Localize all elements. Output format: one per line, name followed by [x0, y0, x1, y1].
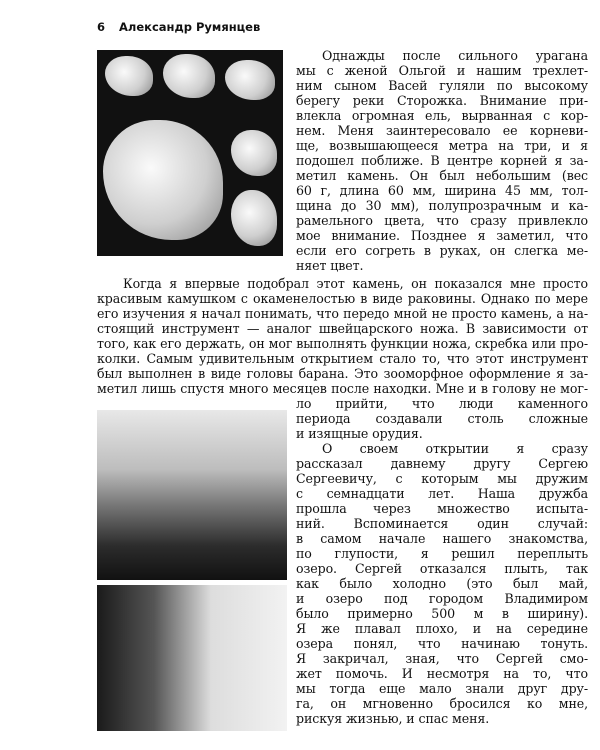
text-line: О своем открытии я сразу — [322, 441, 588, 456]
text-line: щина до 30 мм), полупрозрачным и ка- — [296, 198, 588, 213]
text-line: стоящий инструмент — аналог швейцарского ножа. В зависимости от — [97, 321, 588, 336]
text-line: как было холодно (это был май, — [296, 576, 588, 591]
text-line: берегу реки Сторожка. Внимание при- — [296, 93, 588, 108]
running-header — [97, 20, 260, 34]
text-line: ним сыном Васей гуляли по высокому — [296, 78, 588, 93]
text-line: ще, возвышающееся метра на три, и я — [296, 138, 588, 153]
text-line: периода создавали столь сложные — [296, 411, 588, 426]
boat-people-photo — [97, 410, 287, 580]
text-line: 60 г, длина 60 мм, ширина 45 мм, тол- — [296, 183, 588, 198]
text-line: рискуя жизнью, и спас меня. — [296, 711, 490, 726]
stone-photo-collage — [97, 50, 283, 256]
man-with-cap-photo — [97, 585, 287, 731]
text-line: ний. Вспоминается один случай: — [296, 516, 588, 531]
text-line: метил лишь спустя много месяцев после находки. Мне и в голову не мог- — [97, 381, 588, 396]
text-line: мы тогда еще мало знали друг дру- — [296, 681, 588, 696]
text-line: в самом начале нашего знакомства, — [296, 531, 588, 546]
text-line: по глупости, я решил переплыть — [296, 546, 588, 561]
text-line: колки. Самым удивительным открытием стало то, что этот инструмент — [97, 351, 588, 366]
text-line: подошел поближе. В центре корней я за- — [296, 153, 588, 168]
text-line: нем. Меня заинтересовало ее корневи- — [296, 123, 588, 138]
text-line: озеро. Сергей отказался плыть, так — [296, 561, 588, 576]
text-line: ло прийти, что люди каменного — [296, 396, 588, 411]
text-line: га, он мгновенно бросился ко мне, — [296, 696, 588, 711]
text-line: его изучения я начал понимать, что передо мной не просто камень, а на- — [97, 306, 588, 321]
text-line: метил камень. Он был небольшим (вес — [296, 168, 588, 183]
text-line: мы с женой Ольгой и нашим трехлет- — [296, 63, 588, 78]
text-line: рамельного цвета, что сразу привлекло — [296, 213, 588, 228]
text-line: жет помочь. И несмотря на то, что — [296, 666, 588, 681]
text-line: красивым камушком с окаменелостью в виде раковины. Однако по мере — [97, 291, 588, 306]
text-line: и озеро под городом Владимиром — [296, 591, 588, 606]
text-line: было примерно 500 м в ширину). — [296, 606, 588, 621]
text-line: Когда я впервые подобрал этот камень, он показался мне просто — [123, 276, 588, 291]
text-line: был выполнен в виде головы барана. Это зооморфное оформление я за- — [97, 366, 588, 381]
text-line: если его согреть в руках, он слегка ме- — [296, 243, 588, 258]
text-line: того, как его держать, он мог выполнять функции ножа, скребка или про- — [97, 336, 588, 351]
text-line: Я закричал, зная, что Сергей смо- — [296, 651, 588, 666]
text-line: рассказал давнему другу Сергею — [296, 456, 588, 471]
text-column-bottom — [296, 396, 588, 726]
text-line: Однажды после сильного урагана — [322, 48, 588, 63]
text-line: Я же плавал плохо, и на середине — [296, 621, 588, 636]
text-full-width — [97, 276, 588, 396]
text-line: влекла огромная ель, вырванная с кор- — [296, 108, 588, 123]
text-line: Сергеевичу, с которым мы дружим — [296, 471, 588, 486]
text-line: няет цвет. — [296, 258, 364, 273]
text-column-top — [296, 48, 588, 273]
text-line: с семнадцати лет. Наша дружба — [296, 486, 588, 501]
text-line: мое внимание. Позднее я заметил, что — [296, 228, 588, 243]
text-line: озера понял, что начинаю тонуть. — [296, 636, 588, 651]
text-line: и изящные орудия. — [296, 426, 423, 441]
page-number: 6 — [97, 20, 106, 34]
text-line: прошла через множество испыта- — [296, 501, 588, 516]
author-name: Александр Румянцев — [119, 20, 261, 34]
